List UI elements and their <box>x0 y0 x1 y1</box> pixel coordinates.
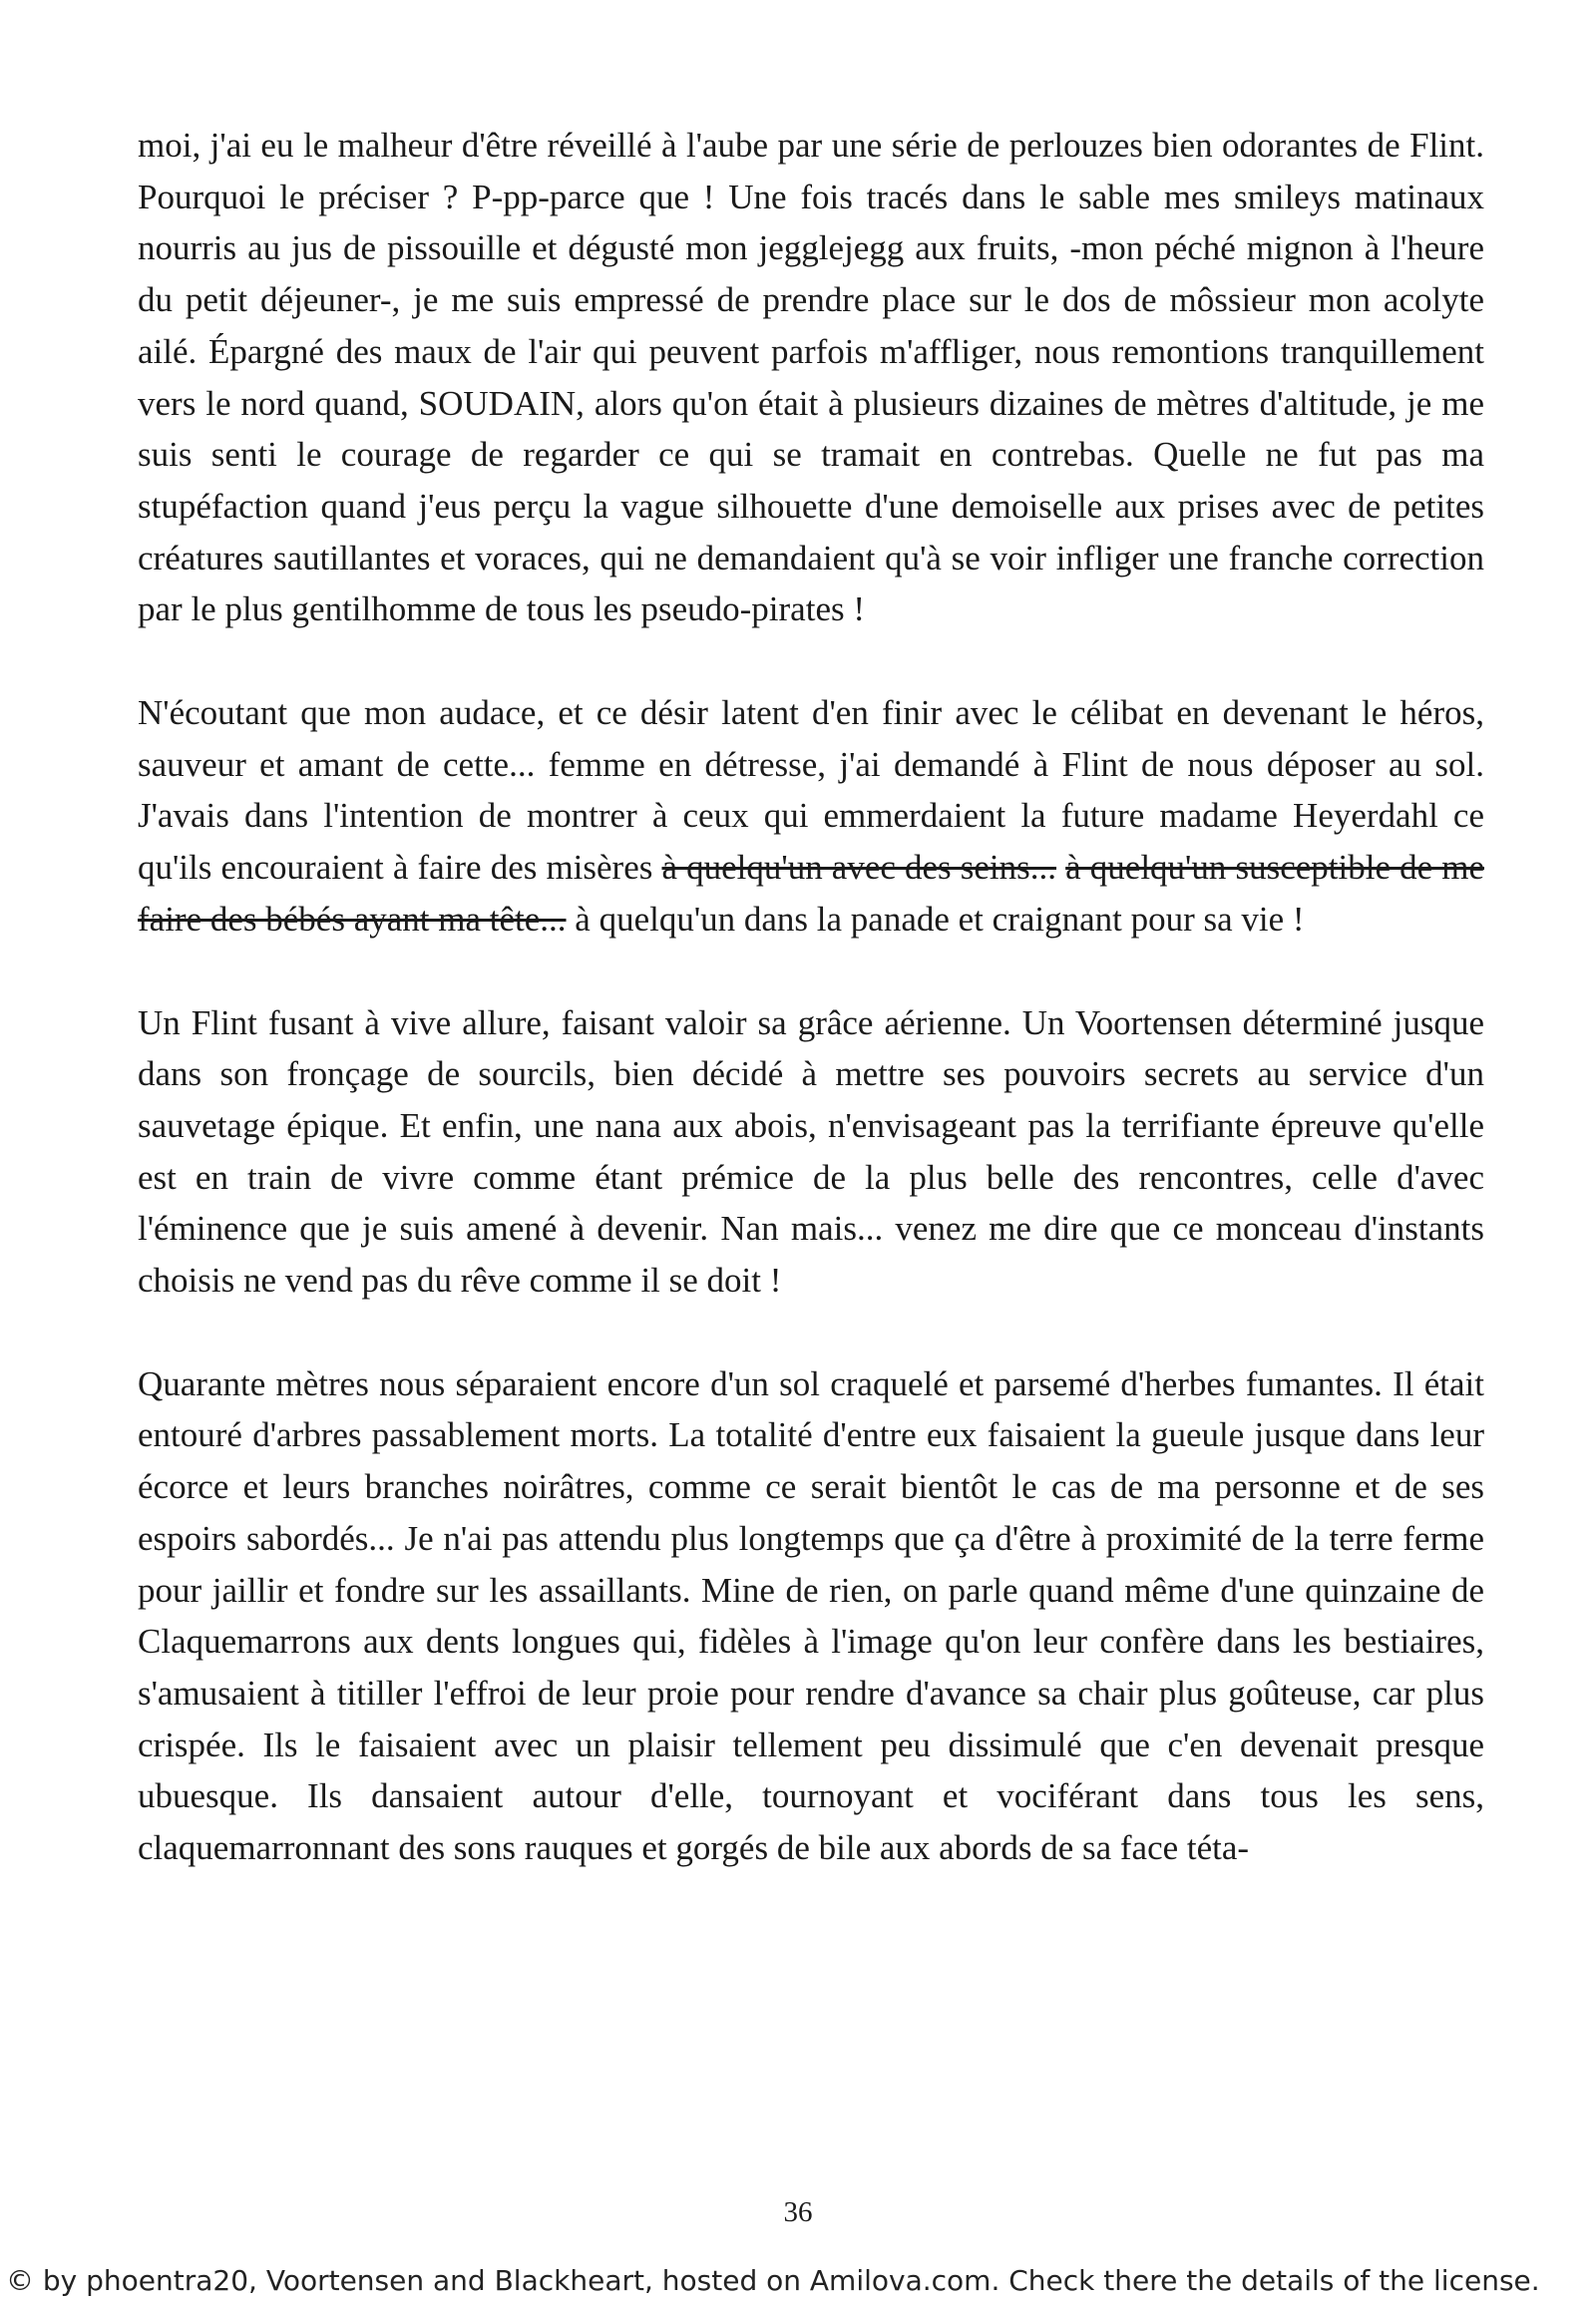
paragraph-2-text-before: N'écoutant que mon audace, et ce désir latent d'en finir avec le célibat en devenant le héros, sauveur et amant de cette... femme en détresse, j'ai demandé à Flint de nous déposer au sol. J'avais dans l'intention de montrer à ceux qui emmerdaient la future madame Heyerdahl ce qu'ils encouraient à faire des misères <box>138 693 1484 888</box>
license-notice: © by phoentra20, Voortensen and Blackheart, hosted on Amilova.com. Check there the details of the license. <box>6 2264 1540 2297</box>
paragraph-2-text-after: à quelqu'un dans la panade et craignant pour sa vie ! <box>575 899 1305 939</box>
strikethrough-text-2: à quelqu'un susceptible de me faire des bébés ayant ma tête... <box>138 848 1484 939</box>
paragraph-4: Quarante mètres nous séparaient encore d'un sol craquelé et parsemé d'herbes fumantes. Il était entouré d'arbres passablement morts. La totalité d'entre eux faisaient la gueule jusque dans leur écorce et leurs branches noirâtres, comme ce serait bientôt le cas de ma personne et de ses espoirs sabordés... Je n'ai pas attendu plus longtemps que ça d'être à proximité de la terre ferme pour jaillir et fondre sur les assaillants. Mine de rien, on parle quand même d'une quinzaine de Claquemarrons aux dents longues qui, fidèles à l'image qu'on leur confère dans les bestiaires, s'amusaient à titiller l'effroi de leur proie pour rendre d'avance sa chair plus goûteuse, car plus crispée. Ils le faisaient avec un plaisir tellement peu dissimulé que c'en devenait presque ubuesque. Ils dansaient autour d'elle, tournoyant et vociférant dans tous les sens, claquemarronnant des sons rauques et gorgés de bile aux abords de sa face téta- <box>138 1363 1484 1868</box>
page-body <box>138 120 1484 1926</box>
page-number: 36 <box>783 2196 813 2228</box>
strikethrough-text-1: à quelqu'un avec des seins... <box>661 848 1057 888</box>
paragraph-1: moi, j'ai eu le malheur d'être réveillé à l'aube par une série de perlouzes bien odorantes de Flint. Pourquoi le préciser ? P-pp-parce que ! Une fois tracés dans le sable mes smileys matinaux nourris au jus de pissouille et dégusté mon jegglejegg aux fruits, -mon péché mignon à l'heure du petit déjeuner-, je me suis empressé de prendre place sur le dos de môssieur mon acolyte ailé. Épargné des maux de l'air qui peuvent parfois m'affliger, nous remontions tranquillement vers le nord quand, SOUDAIN, alors qu'on était à plusieurs dizaines de mètres d'altitude, je me suis senti le courage de regarder ce qui se tramait en contrebas. Quelle ne fut pas ma stupéfaction quand j'eus perçu la vague silhouette d'une demoiselle aux prises avec de petites créatures sautillantes et voraces, qui ne demandaient qu'à se voir infliger une franche correction par le plus gentilhomme de tous les pseudo-pirates ! <box>138 126 1484 629</box>
paragraph-2 <box>138 687 1484 946</box>
paragraph-3: Un Flint fusant à vive allure, faisant valoir sa grâce aérienne. Un Voortensen déterminé jusque dans son fronçage de sourcils, bien décidé à mettre ses pouvoirs secrets au service d'un sauvetage épique. Et enfin, une nana aux abois, n'envisageant pas la terrifiante épreuve qu'elle est en train de vivre comme étant prémice de la plus belle des rencontres, celle d'avec l'éminence que je suis amené à devenir. Nan mais... venez me dire que ce monceau d'instants choisis ne vend pas du rêve comme il se doit ! <box>138 1002 1484 1301</box>
